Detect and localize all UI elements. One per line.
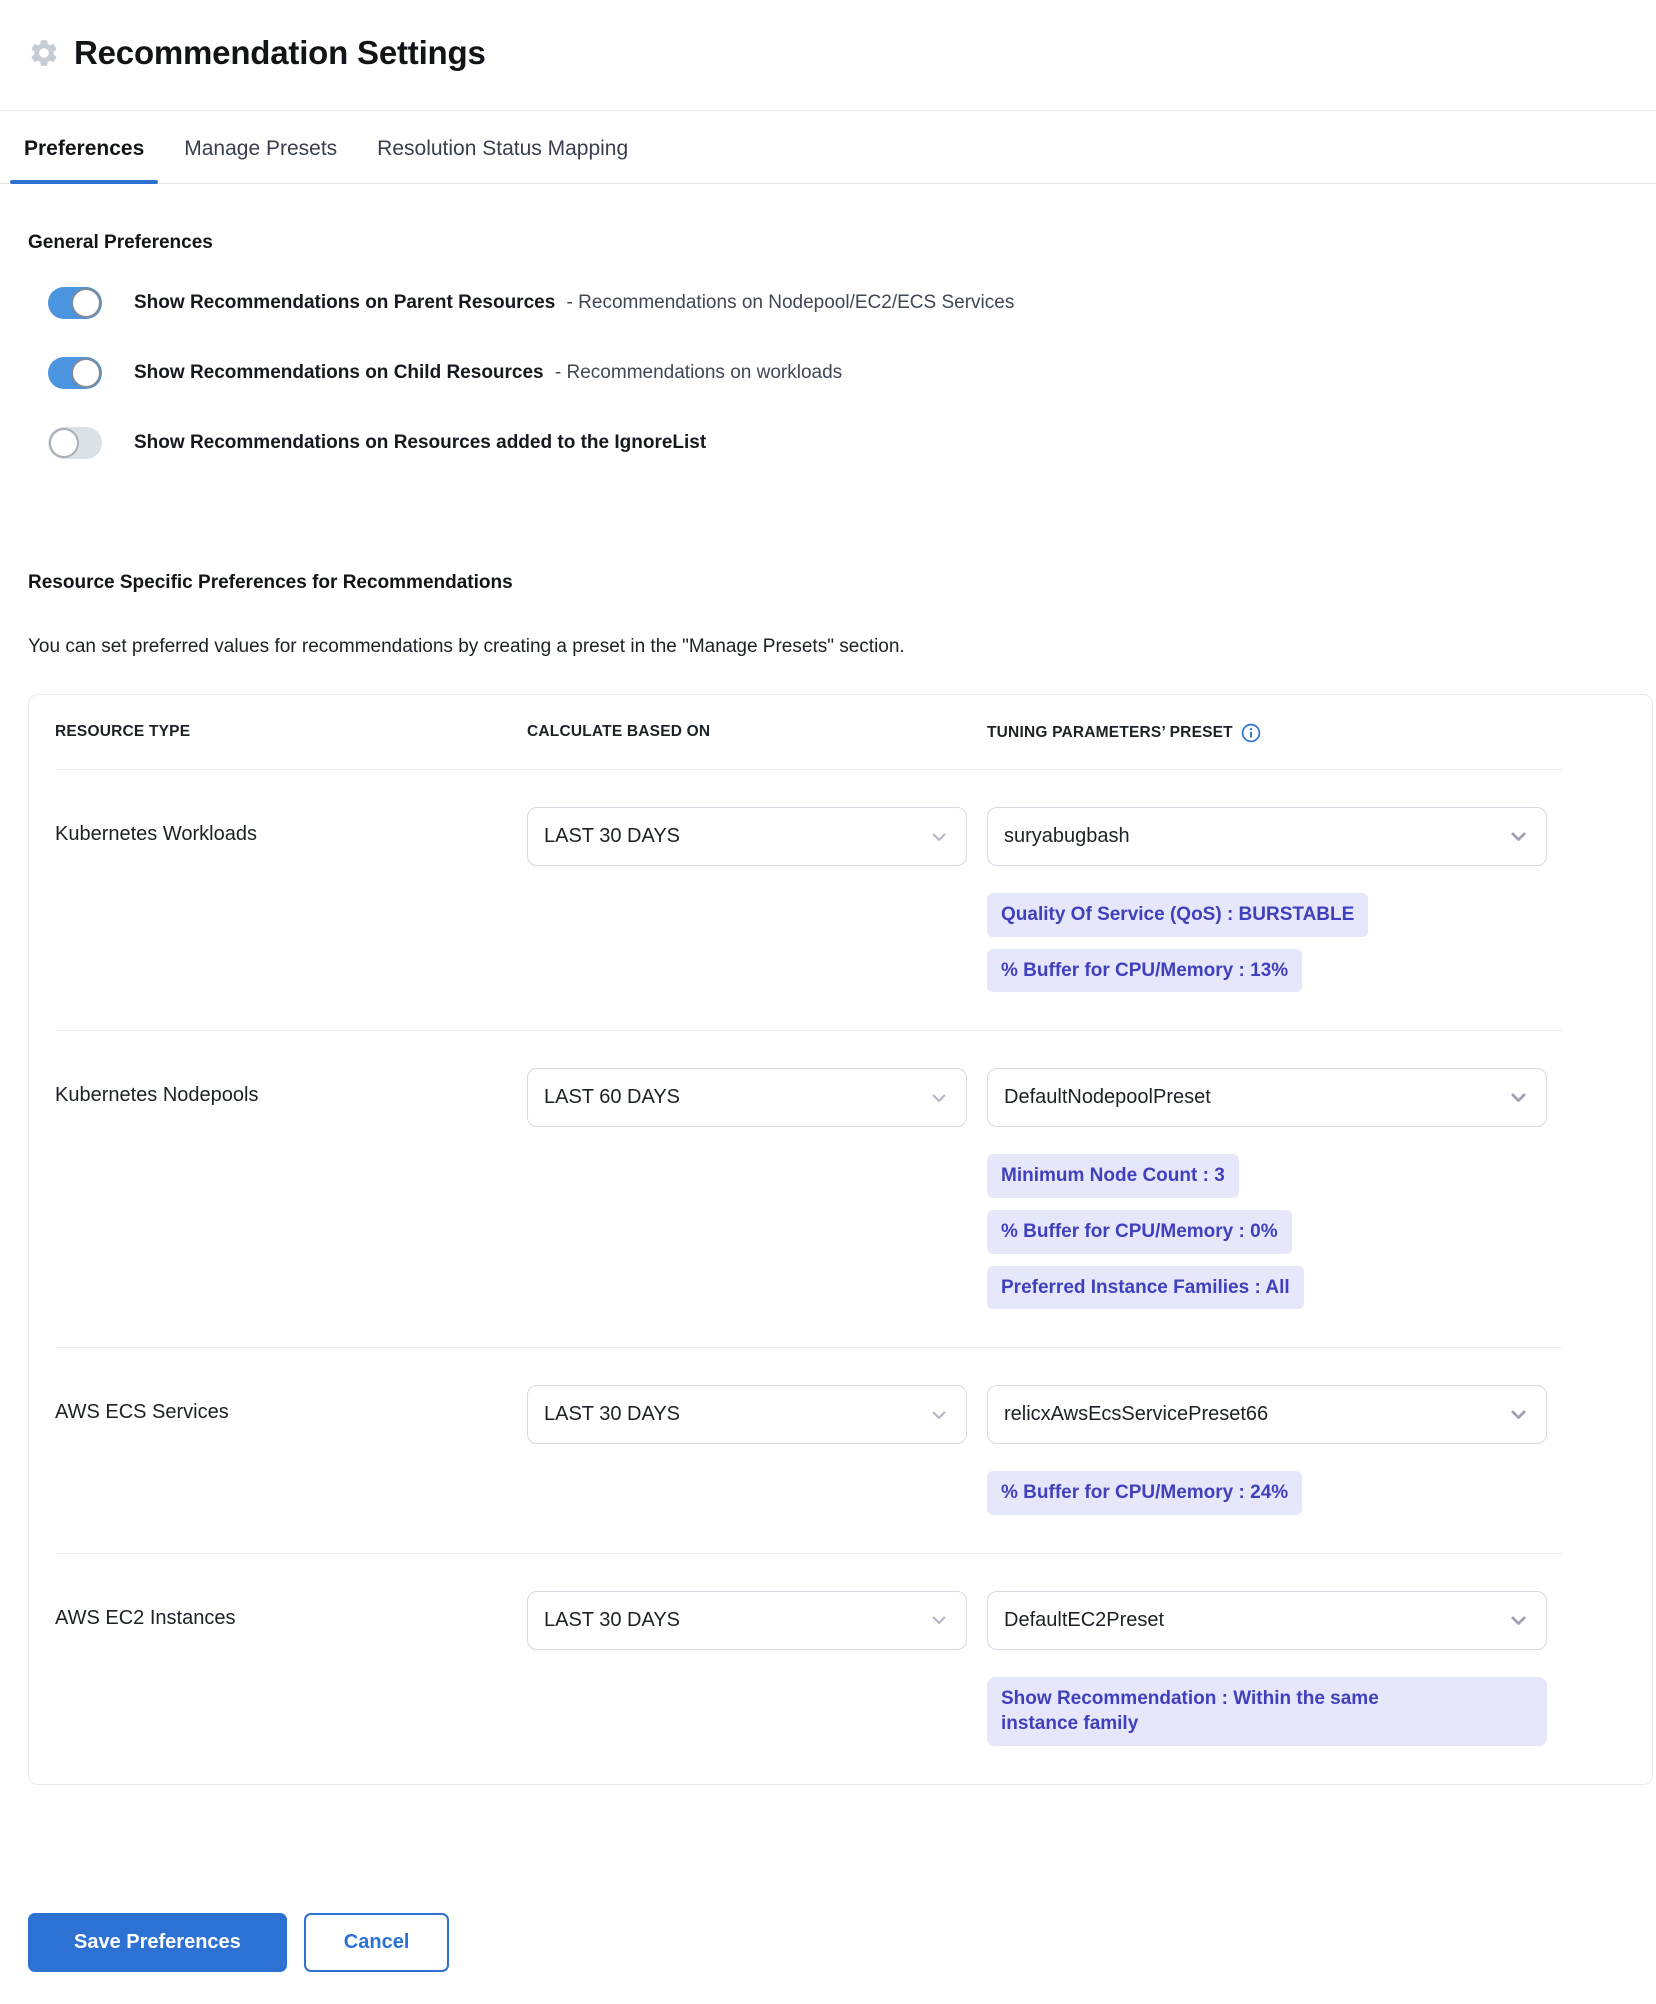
preset-tags — [987, 893, 1562, 992]
resource-preferences-heading: Resource Specific Preferences for Recommendations — [28, 572, 513, 593]
save-preferences-button[interactable]: Save Preferences — [28, 1913, 287, 1972]
child-resources-toggle[interactable] — [48, 357, 102, 389]
general-preferences-heading: General Preferences — [28, 232, 213, 253]
column-header-calculate-based-on: CALCULATE BASED ON — [527, 723, 711, 740]
tuning-preset-select[interactable] — [987, 807, 1547, 866]
toggle-description: - Recommendations on workloads — [554, 362, 843, 384]
chevron-down-icon — [1509, 1611, 1528, 1630]
toggle-label: Show Recommendations on Resources added to the IgnoreList — [134, 432, 707, 454]
tab-bar — [0, 111, 1656, 184]
selected-value: LAST 30 DAYS — [544, 825, 680, 847]
chevron-down-icon — [930, 1611, 948, 1629]
gear-icon — [28, 37, 60, 69]
page-header — [0, 34, 1656, 72]
info-icon[interactable] — [1241, 723, 1261, 743]
resource-type-label: Kubernetes Nodepools — [55, 1084, 259, 1107]
calculate-based-on-select[interactable] — [527, 1068, 967, 1127]
preset-tags — [987, 1154, 1562, 1309]
toggle-row-child-resources — [28, 356, 1628, 390]
resource-type-label: Kubernetes Workloads — [55, 823, 257, 845]
table-row-aws-ec2-instances — [55, 1553, 1562, 1784]
chevron-down-icon — [930, 1089, 948, 1107]
column-header-tuning-preset-label: TUNING PARAMETERS’ PRESET — [987, 724, 1233, 741]
chevron-down-icon — [930, 828, 948, 846]
tab-preferences[interactable]: Preferences — [10, 111, 158, 183]
resource-preferences-table — [28, 694, 1653, 1785]
page-title: Recommendation Settings — [74, 34, 486, 71]
tuning-preset-select[interactable] — [987, 1068, 1547, 1127]
ignorelist-resources-toggle[interactable] — [48, 427, 102, 459]
toggle-row-parent-resources — [28, 286, 1628, 320]
tab-resolution-status-mapping[interactable]: Resolution Status Mapping — [377, 137, 629, 160]
toggle-text — [134, 360, 842, 386]
toggle-list — [28, 286, 1628, 460]
selected-value: LAST 30 DAYS — [544, 1403, 680, 1426]
resource-type-label: AWS EC2 Instances — [55, 1606, 236, 1629]
selected-value: DefaultEC2Preset — [1004, 1608, 1165, 1631]
chevron-down-icon — [1509, 1088, 1528, 1107]
tab-manage-presets[interactable]: Manage Presets — [184, 137, 338, 160]
column-header-tuning-preset — [987, 723, 1562, 743]
chevron-down-icon — [1509, 827, 1528, 846]
toggle-label: Show Recommendations on Child Resources — [134, 362, 544, 384]
toggle-knob — [49, 428, 79, 458]
footer-actions — [0, 1913, 1656, 2004]
table-row-kubernetes-workloads — [55, 770, 1562, 1030]
preset-tags — [987, 1677, 1562, 1746]
selected-value: suryabugbash — [1004, 825, 1130, 847]
calculate-based-on-select[interactable] — [527, 807, 967, 866]
parent-resources-toggle[interactable] — [48, 287, 102, 319]
resource-type-label: AWS ECS Services — [55, 1401, 229, 1424]
chevron-down-icon — [930, 1406, 948, 1424]
preset-tag: Quality Of Service (QoS) : BURSTABLE — [987, 893, 1368, 937]
selected-value: LAST 30 DAYS — [544, 1608, 680, 1631]
preset-tags — [987, 1471, 1562, 1515]
toggle-description: - Recommendations on Nodepool/EC2/ECS Services — [566, 292, 1015, 314]
calculate-based-on-select[interactable] — [527, 1385, 967, 1444]
column-header-resource-type: RESOURCE TYPE — [55, 723, 191, 740]
table-row-aws-ecs-services — [55, 1347, 1562, 1553]
preset-tag: Show Recommendation : Within the same instance family — [987, 1677, 1547, 1746]
preset-tag: Minimum Node Count : 3 — [987, 1154, 1239, 1198]
selected-value: DefaultNodepoolPreset — [1004, 1086, 1211, 1109]
toggle-label: Show Recommendations on Parent Resources — [134, 292, 556, 314]
table-header-row — [55, 715, 1562, 770]
preset-tag: % Buffer for CPU/Memory : 13% — [987, 949, 1302, 993]
calculate-based-on-select[interactable] — [527, 1591, 967, 1650]
cancel-button[interactable]: Cancel — [304, 1913, 450, 1972]
tuning-preset-select[interactable] — [987, 1591, 1547, 1650]
toggle-text — [134, 290, 1014, 316]
resource-preferences-note: You can set preferred values for recommendations by creating a preset in the "Manage Presets" section. — [28, 636, 905, 657]
preset-tag: Preferred Instance Families : All — [987, 1266, 1304, 1310]
toggle-knob — [71, 288, 101, 318]
preset-tag: % Buffer for CPU/Memory : 0% — [987, 1210, 1292, 1254]
tuning-preset-select[interactable] — [987, 1385, 1547, 1444]
selected-value: LAST 60 DAYS — [544, 1086, 680, 1109]
toggle-knob — [71, 358, 101, 388]
general-preferences-section — [0, 232, 1656, 460]
toggle-row-ignorelist-resources — [28, 426, 1628, 460]
resource-preferences-section — [0, 572, 1656, 1785]
chevron-down-icon — [1509, 1405, 1528, 1424]
preset-tag: % Buffer for CPU/Memory : 24% — [987, 1471, 1302, 1515]
selected-value: relicxAwsEcsServicePreset66 — [1004, 1403, 1269, 1426]
table-row-kubernetes-nodepools — [55, 1030, 1562, 1347]
toggle-text — [134, 430, 706, 456]
